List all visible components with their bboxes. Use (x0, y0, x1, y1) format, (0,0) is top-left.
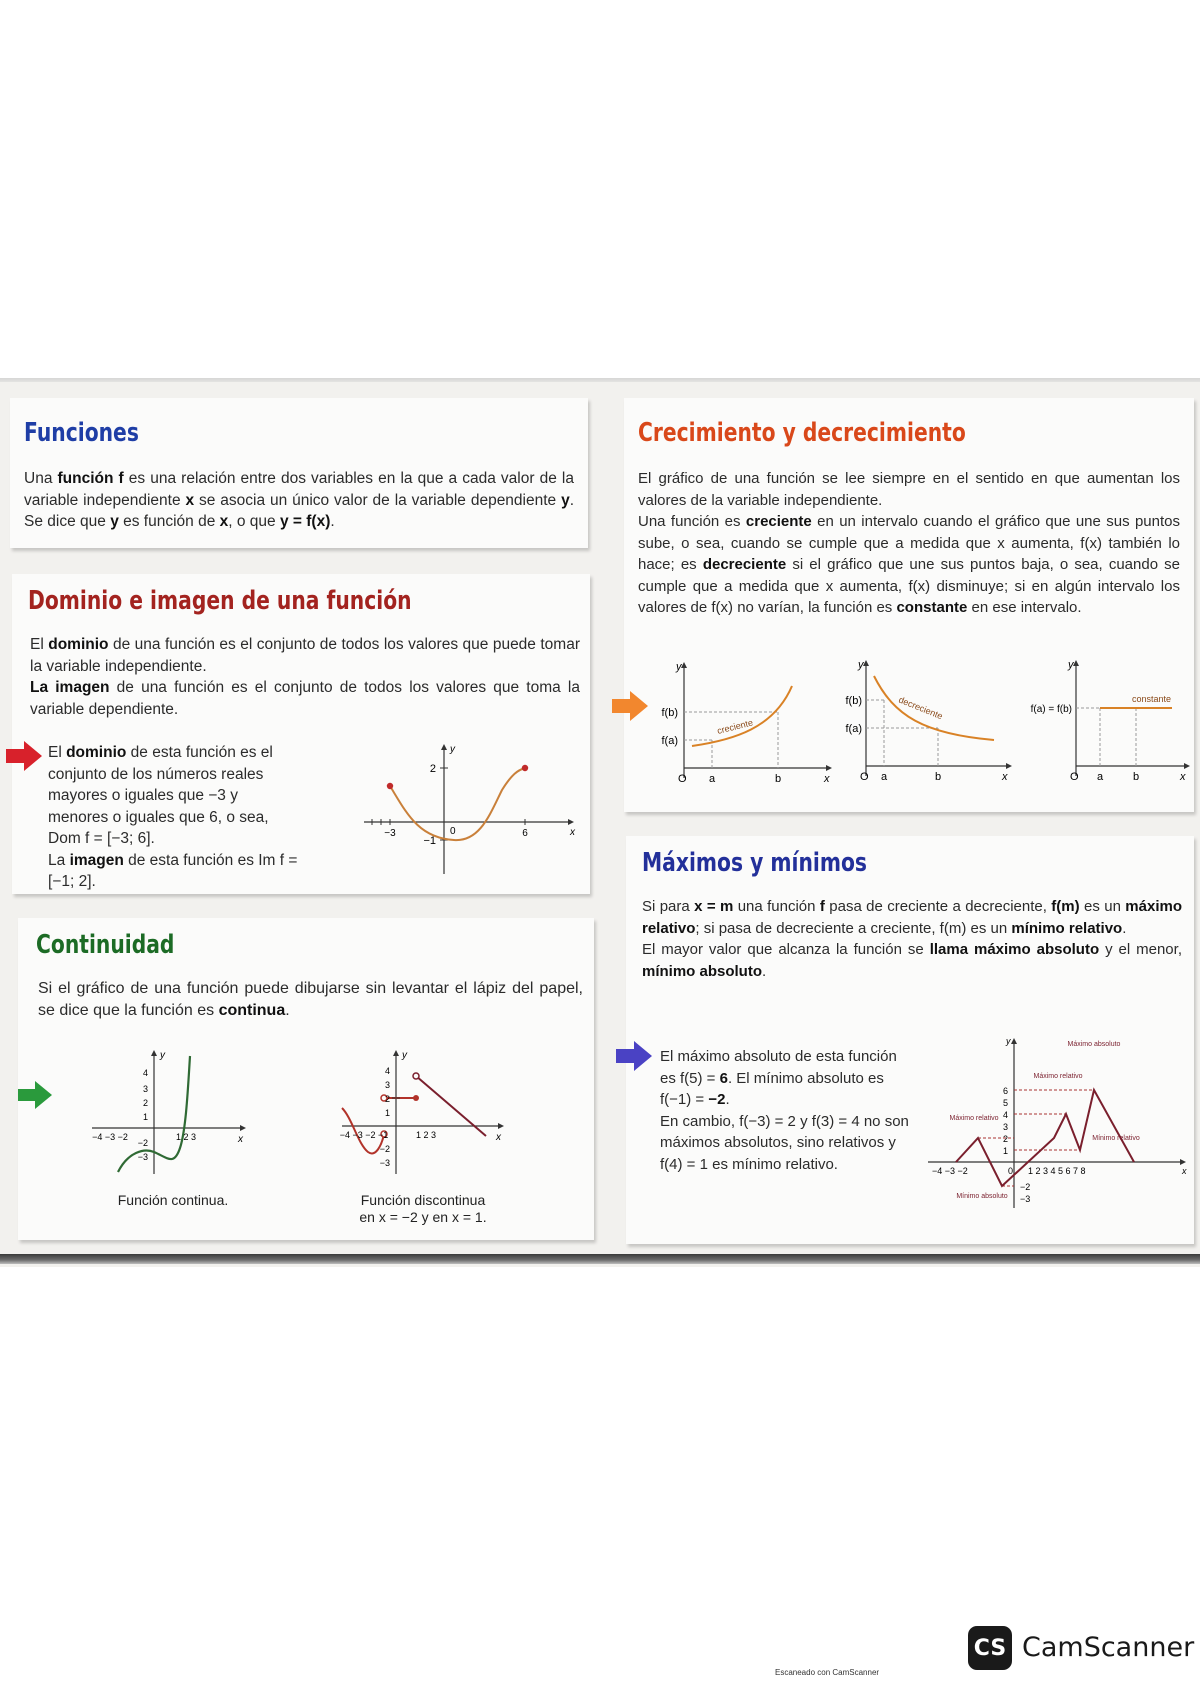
svg-text:b: b (1132, 771, 1140, 783)
svg-text:y: y (450, 744, 455, 755)
camscanner-brand-name: CamScanner (1022, 1632, 1195, 1663)
continuous-function-graph (88, 1048, 248, 1178)
svg-text:y: y (676, 661, 682, 673)
dominio-example: El dominio de esta función es el conjunto de los números reales mayores o iguales que −3 y menores o iguales que 6, o sea, Dom f = [−3; 6]. La imagen de esta función es Im f = [−1; 2]. (48, 744, 298, 890)
svg-text:−3: −3 (137, 1152, 148, 1162)
svg-text:2: 2 (142, 1098, 148, 1108)
svg-text:y: y (402, 1050, 407, 1061)
caption-discontinuous: Función discontinua en x = −2 y en x = 1. (359, 1192, 487, 1225)
svg-text:f(b): f(b) (661, 707, 678, 719)
svg-text:−2: −2 (379, 1144, 390, 1154)
discontinuous-segment-right (416, 1076, 486, 1136)
arrow-orange-icon (610, 690, 650, 722)
svg-text:Máximo absoluto: Máximo absoluto (1067, 1041, 1121, 1048)
dominio-graph (362, 742, 582, 882)
svg-text:−3: −3 (384, 828, 396, 839)
svg-text:x: x (1002, 771, 1008, 783)
constante-graph (1004, 656, 1194, 786)
funciones-definition: Una función f es una relación entre dos variables en la que a cada valor de la variable independiente x se asocia un único valor de la variable dependiente y. Se dice que y es función de x, o que y = f(x). (24, 470, 574, 530)
section-title-maximos: Máximos y mínimos (642, 848, 867, 878)
svg-text:1 2 3: 1 2 3 (175, 1132, 197, 1142)
svg-text:O: O (678, 773, 687, 785)
caption-continuous: Función continua. (117, 1192, 229, 1208)
decreciente-graph (834, 656, 1014, 786)
svg-text:f(a): f(a) (845, 723, 862, 735)
svg-text:b: b (934, 771, 942, 783)
svg-text:x: x (824, 773, 830, 785)
svg-text:x: x (1182, 1166, 1187, 1176)
svg-text:−2: −2 (137, 1138, 148, 1148)
svg-text:x: x (570, 827, 575, 838)
panel-funciones (10, 398, 588, 548)
svg-text:y: y (858, 659, 864, 671)
svg-text:6: 6 (1002, 1086, 1008, 1096)
svg-text:O: O (1070, 771, 1079, 783)
section-title-continuidad: Continuidad (36, 930, 175, 960)
svg-text:−4 −3 −2: −4 −3 −2 (92, 1132, 128, 1142)
svg-text:x: x (1180, 771, 1186, 783)
svg-text:f(a) = f(b): f(a) = f(b) (1030, 704, 1072, 715)
svg-text:1 2 3: 1 2 3 (415, 1130, 437, 1140)
svg-text:1: 1 (384, 1108, 390, 1118)
svg-text:0: 0 (1008, 1166, 1014, 1176)
page-bottom-edge (0, 1254, 1200, 1264)
svg-text:Mínimo absoluto: Mínimo absoluto (956, 1193, 1008, 1200)
svg-text:1: 1 (1002, 1146, 1008, 1156)
svg-text:f(b): f(b) (845, 695, 862, 707)
y-axis-arrow (441, 744, 447, 750)
discontinuous-function-graph (338, 1048, 508, 1178)
svg-text:4: 4 (384, 1066, 390, 1076)
svg-text:a: a (1096, 771, 1104, 783)
panel-continuidad (18, 918, 594, 1240)
svg-text:2: 2 (384, 1094, 390, 1104)
svg-text:Máximo relativo: Máximo relativo (949, 1115, 999, 1122)
svg-text:x: x (496, 1132, 501, 1143)
panel-maximos-minimos (626, 836, 1194, 1244)
camscanner-logo-icon: CS (968, 1626, 1012, 1670)
crecimiento-definition: El gráfico de una función se lee siempre en el sentido en que aumentan los valores de la variable independiente. Una función es creciente en un intervalo cuando el gráfico que une sus puntos sube, o sea, cuando se cumple que a medida que x aumenta, f(x) también lo hace; es decreciente si el gráfico que une sus puntos baja, o sea, cuando se cumple que a medida que x aumenta, f(x) disminuye; si en algún intervalo los valores de f(x) no varían, la función es constante en ese intervalo. (638, 470, 1181, 616)
dominio-definition: El dominio de una función es el conjunto de todos los valores que puede tomar la variable independiente. La imagen de una función es el conjunto de todos los valores que toma la variable dependiente. (30, 636, 580, 718)
svg-text:creciente: creciente (716, 717, 754, 736)
svg-text:Mínimo relativo: Mínimo relativo (1092, 1135, 1140, 1142)
x-axis-arrow (568, 819, 574, 825)
svg-text:4: 4 (1002, 1110, 1008, 1120)
svg-text:6: 6 (522, 828, 528, 839)
section-title-funciones: Funciones (24, 418, 139, 448)
svg-text:x: x (238, 1134, 243, 1145)
svg-text:3: 3 (384, 1080, 390, 1090)
svg-text:1: 1 (142, 1112, 148, 1122)
svg-text:5: 5 (1002, 1098, 1008, 1108)
svg-text:y: y (1068, 659, 1074, 671)
svg-text:−3: −3 (379, 1158, 390, 1168)
maximos-graph (926, 1032, 1194, 1212)
svg-text:constante: constante (1132, 694, 1172, 704)
svg-text:−3: −3 (1020, 1194, 1031, 1204)
svg-text:−2: −2 (1020, 1182, 1031, 1192)
svg-text:−1: −1 (423, 835, 436, 847)
svg-text:1 2 3 4 5 6 7 8: 1 2 3 4 5 6 7 8 (1028, 1166, 1086, 1176)
scanner-watermark: Escaneado con CamScanner (775, 1668, 880, 1677)
maximos-definition: Si para x = m una función f pasa de creciente a decreciente, f(m) es un máximo relativo; si pasa de decreciente a creciente, f(m) es un mínimo relativo. El mayor valor que alcanza la función se llama máximo absoluto y el menor, mínimo absoluto. (642, 898, 1182, 980)
curve-endpoint-left (387, 783, 393, 789)
svg-text:decreciente: decreciente (897, 694, 945, 722)
svg-text:y: y (160, 1050, 165, 1061)
continuidad-definition: Si el gráfico de una función puede dibujarse sin levantar el lápiz del papel, se dice que la función es continua. (38, 980, 583, 1019)
svg-text:3: 3 (142, 1084, 148, 1094)
dominio-curve (390, 768, 525, 840)
svg-text:a: a (708, 773, 716, 785)
svg-text:f(a): f(a) (661, 735, 678, 747)
section-title-dominio: Dominio e imagen de una función (28, 586, 412, 616)
arrow-blue-icon (614, 1040, 654, 1072)
creciente-graph (654, 658, 834, 788)
maximos-example: El máximo absoluto de esta función es f(5) = 6. El mínimo absoluto es f(−1) = −2. En cambio, f(−3) = 2 y f(3) = 4 no son máximos absolutos, sino relativos y f(4) = 1 es mínimo relativo. (660, 1048, 909, 1173)
arrow-red-icon (4, 740, 44, 772)
svg-text:4: 4 (142, 1068, 148, 1078)
svg-text:Máximo relativo: Máximo relativo (1033, 1073, 1083, 1080)
svg-text:2: 2 (1002, 1134, 1008, 1144)
svg-text:a: a (880, 771, 888, 783)
svg-text:2: 2 (429, 763, 436, 775)
svg-text:b: b (774, 773, 782, 785)
panel-crecimiento (624, 398, 1194, 812)
panel-dominio-imagen (12, 574, 590, 894)
arrow-green-icon (16, 1080, 54, 1110)
svg-text:−4 −3 −2: −4 −3 −2 (932, 1166, 968, 1176)
svg-text:0: 0 (450, 826, 456, 837)
section-title-crecimiento: Crecimiento y decrecimiento (638, 418, 966, 448)
svg-text:y: y (1006, 1036, 1011, 1046)
svg-text:3: 3 (1002, 1122, 1008, 1132)
curve-endpoint-right (522, 765, 528, 771)
svg-text:−4 −3 −2 −1: −4 −3 −2 −1 (339, 1130, 389, 1140)
creciente-curve (692, 686, 792, 746)
svg-text:O: O (860, 771, 869, 783)
